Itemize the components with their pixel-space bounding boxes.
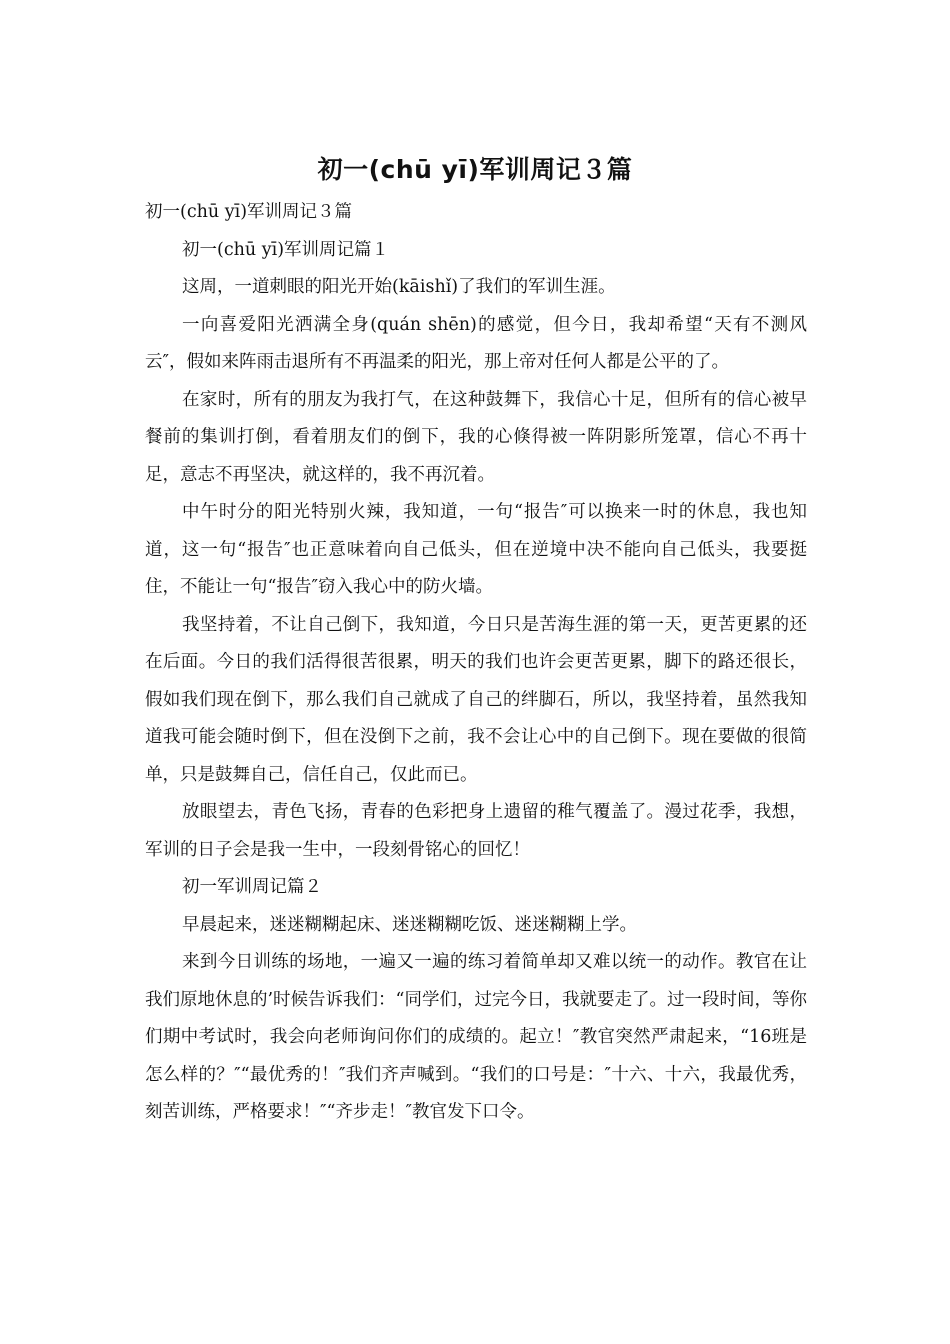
paragraph-10: 早晨起来，迷迷糊糊起床、迷迷糊糊吃饭、迷迷糊糊上学。 (182, 914, 637, 935)
paragraph-2: 初一(chū yī)军训周记篇１ (182, 239, 390, 260)
paragraph-1: 初一(chū yī)军训周记３篇 (145, 202, 353, 222)
document-title: 初一(chū yī)军训周记３篇 (317, 155, 633, 184)
paragraph-8: 放眼望去，青色飞扬，青春的色彩把身上遗留的稚气覆盖了。漫过花季，我想，军训的日子会是我一生中，一段刻骨铭心的回忆！ (145, 802, 807, 860)
paragraph-5: 在家时，所有的朋友为我打气，在这种鼓舞下，我信心十足，但所有的信心被早餐前的集训打倒，看着朋友们的倒下，我的心倏得被一阵阴影所笼罩，信心不再十足，意志不再坚决，就这样的，我不再沉着。 (145, 389, 807, 485)
paragraph-6: 中午时分的阳光特别火辣，我知道，一句“报告″可以换来一时的休息，我也知道，这一句“报告″也正意味着向自己低头，但在逆境中决不能向自己低头，我要挺住，不能让一句“报告″窃入我心中的防火墙。 (145, 502, 807, 597)
paragraph-11: 来到今日训练的场地，一遍又一遍的练习着简单却又难以统一的动作。教官在让我们原地休息的’时候告诉我们：“同学们，过完今日，我就要走了。过一段时间，等你们期中考试时，我会向老师询问你们的成绩的。起立！″教官突然严肃起来，“16班是怎么样的？″“最优秀的！″我们齐声喊到。“我们的口号是：″十六、十六，我最优秀，刻苦训练，严格要求！″“齐步走！″教官发下口令。 (145, 952, 808, 1122)
paragraph-4: 一向喜爱阳光洒满全身(quán shēn)的感觉，但今日，我却希望“天有不测风云″，假如来阵雨击退所有不再温柔的阳光，那上帝对任何人都是公平的了。 (145, 314, 807, 372)
document-body (145, 194, 807, 1132)
paragraph-9: 初一军训周记篇２ (182, 877, 322, 897)
paragraph-7: 我坚持着，不让自己倒下，我知道，今日只是苦海生涯的第一天，更苦更累的还在后面。今日的我们活得很苦很累，明天的我们也许会更苦更累，脚下的路还很长，假如我们现在倒下，那么我们自己就成了自己的绊脚石，所以，我坚持着，虽然我知道我可能会随时倒下，但在没倒下之前，我不会让心中的自己倒下。现在要做的很简单，只是鼓舞自己，信任自己，仅此而已。 (145, 614, 807, 785)
paragraph-3: 这周，一道刺眼的阳光开始(kāishǐ)了我们的军训生涯。 (182, 277, 616, 297)
